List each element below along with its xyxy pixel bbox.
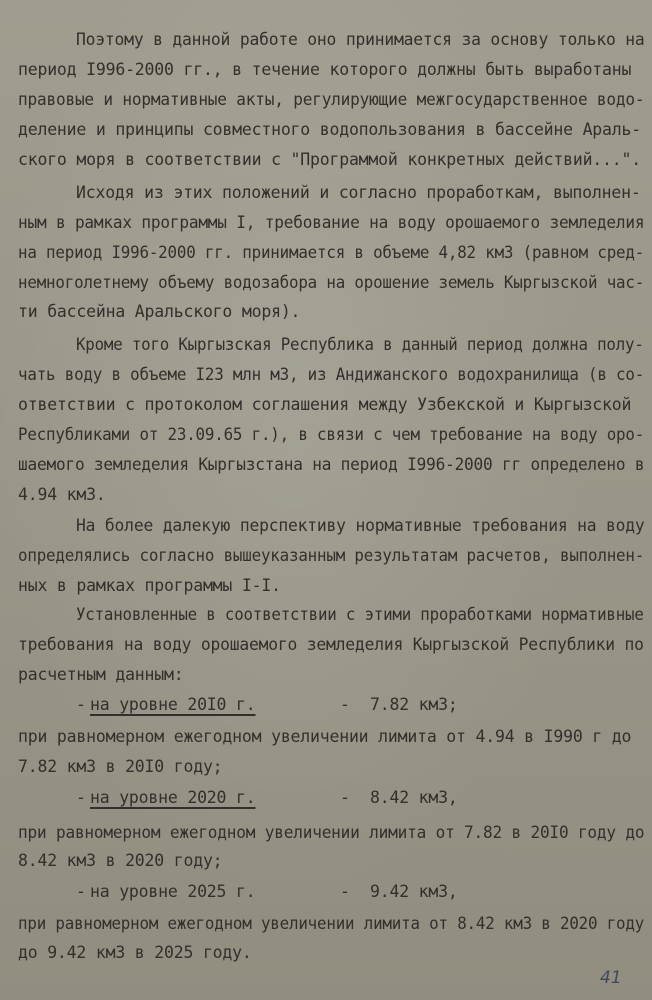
text-line: 8.42 км3 в 2020 году; xyxy=(18,851,223,870)
level-label: на уровне 2025 г. xyxy=(90,882,256,901)
text-line: Установленные в соответствии с этими проработками нормативные xyxy=(76,605,644,624)
level-label: на уровне 20I0 г. xyxy=(90,695,256,714)
level-separator: - xyxy=(340,788,350,807)
text-line: при равномерном ежегодном увеличении лимита от 4.94 в I990 г до xyxy=(18,727,632,746)
level-separator: - xyxy=(340,882,350,901)
text-line: Республиками от 23.09.65 г.), в связи с чем требование на воду оро- xyxy=(18,425,645,444)
text-line: Кроме того Кыргызская Республика в данный период должна полу- xyxy=(76,335,644,354)
text-line: ответствии с протоколом соглашения между Узбекской и Кыргызской xyxy=(18,395,632,414)
text-line: немноголетнему объему водозабора на орошение земель Кыргызской час- xyxy=(18,273,645,292)
text-line: чать воду в объеме I23 млн м3, из Андижанского водохранилища (в со- xyxy=(18,365,645,384)
level-label: на уровне 2020 г. xyxy=(90,788,256,807)
level-separator: - xyxy=(340,695,350,714)
text-line: правовые и нормативные акты, регулирующие межгосударственное водо- xyxy=(18,90,645,109)
text-line: на период I996-2000 гг. принимается в объеме 4,82 км3 (равном сред- xyxy=(18,243,645,262)
text-line: Исходя из этих положений и согласно проработкам, выполнен- xyxy=(76,183,641,202)
text-line: ти бассейна Аральского моря). xyxy=(18,302,301,321)
text-line: при равномерном ежегодном увеличении лимита от 7.82 в 20I0 году до xyxy=(18,823,645,842)
text-line: ского моря в соответствии с "Программой конкретных действий...". xyxy=(18,150,641,169)
text-line: расчетным данным: xyxy=(18,665,184,684)
text-line: до 9.42 км3 в 2025 году. xyxy=(18,943,252,962)
text-line: деление и принципы совместного водопользования в бассейне Араль- xyxy=(18,120,641,139)
level-dash: - xyxy=(76,788,86,807)
text-line: период I996-2000 гг., в течение которого должны быть выработаны xyxy=(18,60,632,79)
level-value: 9.42 км3, xyxy=(370,882,458,901)
text-line: ных в рамках программы I-I. xyxy=(18,576,281,595)
text-line: 4.94 км3. xyxy=(18,485,106,504)
level-dash: - xyxy=(76,695,86,714)
text-line: Поэтому в данной работе оно принимается за основу только на xyxy=(76,30,645,49)
text-line: шаемого земледелия Кыргызстана на период I996-2000 гг определено в xyxy=(18,455,645,474)
level-dash: - xyxy=(76,882,86,901)
text-line: На более далекую перспективу нормативные требования на воду xyxy=(76,516,645,535)
text-line: определялись согласно вышеуказанным результатам расчетов, выполнен- xyxy=(18,546,645,565)
page-number: 41 xyxy=(600,968,622,988)
text-line: 7.82 км3 в 20I0 году; xyxy=(18,757,223,776)
text-line: при равномерном ежегодном увеличении лимита от 8.42 км3 в 2020 году xyxy=(18,914,645,933)
text-line: ным в рамках программы I, требование на воду орошаемого земледелия xyxy=(18,213,645,232)
level-value: 8.42 км3, xyxy=(370,788,458,807)
level-value: 7.82 км3; xyxy=(370,695,458,714)
text-line: требования на воду орошаемого земледелия Кыргызской Республики по xyxy=(18,635,644,654)
